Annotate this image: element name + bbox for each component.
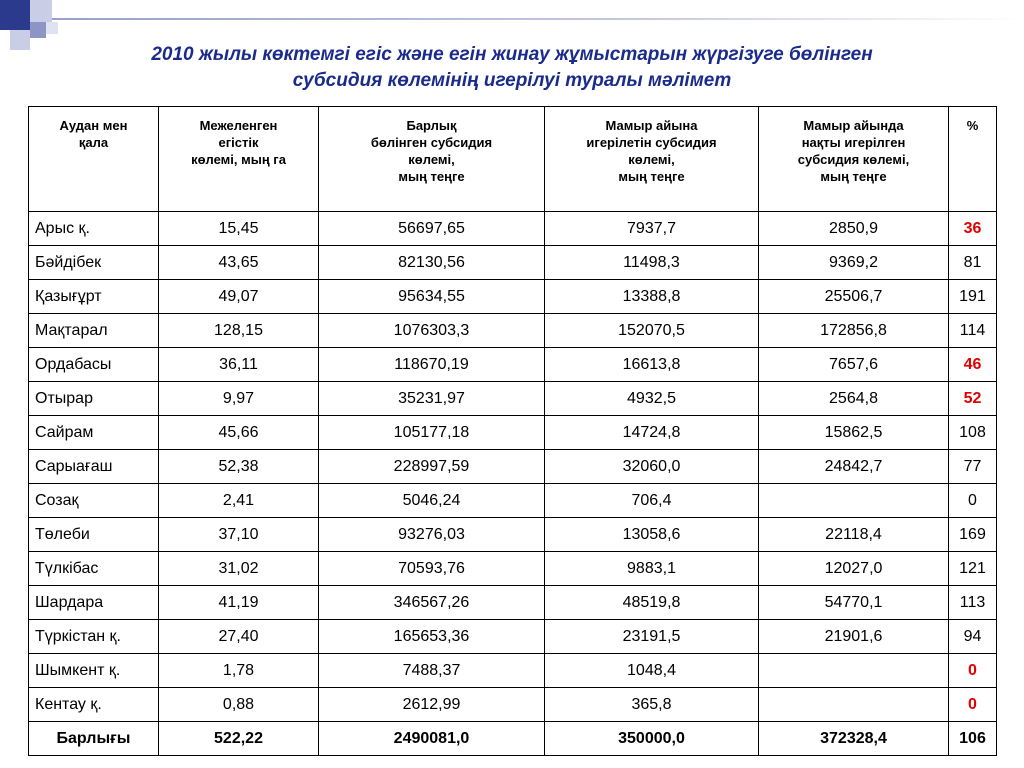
total-subsidy-cell: 2490081,0 — [319, 722, 545, 756]
column-header — [159, 107, 319, 212]
district-name-cell: Бәйдібек — [29, 246, 159, 280]
district-name-cell: Кентау қ. — [29, 688, 159, 722]
actual-subsidy-cell: 54770,1 — [759, 586, 949, 620]
column-header-line: егістік — [218, 135, 259, 150]
column-header-line: нақты игерілген — [801, 135, 906, 150]
district-name-cell: Ордабасы — [29, 348, 159, 382]
column-header-line: Барлық — [406, 118, 457, 133]
table-row — [29, 314, 997, 348]
slide-title-line-1: 2010 жылы көктемгі егіс және егін жинау жұмыстарын жүргізуге бөлінген — [151, 44, 873, 65]
column-header-line: Межеленген — [199, 118, 278, 133]
column-header — [545, 107, 759, 212]
column-header-line: Мамыр айына — [605, 118, 698, 133]
percent-cell: 46 — [949, 348, 997, 382]
column-header-line: % — [966, 118, 979, 133]
area-cell: 9,97 — [159, 382, 319, 416]
table-row — [29, 620, 997, 654]
column-header-line: Аудан мен — [59, 118, 128, 133]
decorative-square-dark — [0, 0, 30, 30]
total-subsidy-cell: 118670,19 — [319, 348, 545, 382]
table-row — [29, 654, 997, 688]
actual-subsidy-cell: 372328,4 — [759, 722, 949, 756]
table-header-row — [29, 107, 997, 212]
table-row — [29, 552, 997, 586]
column-header-line: бөлінген субсидия — [370, 135, 493, 150]
planned-subsidy-cell: 32060,0 — [545, 450, 759, 484]
planned-subsidy-cell: 13058,6 — [545, 518, 759, 552]
total-subsidy-cell: 93276,03 — [319, 518, 545, 552]
table-row — [29, 348, 997, 382]
column-header-line: көлемі, мың га — [191, 152, 286, 167]
actual-subsidy-cell — [759, 688, 949, 722]
percent-cell: 0 — [949, 654, 997, 688]
percent-cell: 114 — [949, 314, 997, 348]
actual-subsidy-cell: 25506,7 — [759, 280, 949, 314]
district-name-cell: Арыс қ. — [29, 212, 159, 246]
percent-cell: 113 — [949, 586, 997, 620]
column-header-line: игерілетін субсидия — [586, 135, 717, 150]
percent-cell: 191 — [949, 280, 997, 314]
actual-subsidy-cell — [759, 654, 949, 688]
total-subsidy-cell: 5046,24 — [319, 484, 545, 518]
actual-subsidy-cell: 9369,2 — [759, 246, 949, 280]
column-header-line: қала — [78, 135, 109, 150]
column-header-line: мың теңге — [618, 169, 685, 184]
actual-subsidy-cell: 21901,6 — [759, 620, 949, 654]
column-header-line: мың теңге — [398, 169, 465, 184]
column-header-line: мың теңге — [820, 169, 887, 184]
district-name-cell: Мақтарал — [29, 314, 159, 348]
percent-cell: 169 — [949, 518, 997, 552]
percent-cell: 106 — [949, 722, 997, 756]
total-subsidy-cell: 1076303,3 — [319, 314, 545, 348]
planned-subsidy-cell: 7937,7 — [545, 212, 759, 246]
total-subsidy-cell: 35231,97 — [319, 382, 545, 416]
planned-subsidy-cell: 350000,0 — [545, 722, 759, 756]
area-cell: 37,10 — [159, 518, 319, 552]
planned-subsidy-cell: 14724,8 — [545, 416, 759, 450]
planned-subsidy-cell: 11498,3 — [545, 246, 759, 280]
district-name-cell: Қазығұрт — [29, 280, 159, 314]
actual-subsidy-cell: 7657,6 — [759, 348, 949, 382]
district-name-cell: Сарыағаш — [29, 450, 159, 484]
percent-cell: 94 — [949, 620, 997, 654]
total-subsidy-cell: 346567,26 — [319, 586, 545, 620]
decorative-square-pale — [46, 22, 58, 34]
area-cell: 52,38 — [159, 450, 319, 484]
area-cell: 36,11 — [159, 348, 319, 382]
total-subsidy-cell: 82130,56 — [319, 246, 545, 280]
district-name-cell: Созақ — [29, 484, 159, 518]
planned-subsidy-cell: 1048,4 — [545, 654, 759, 688]
column-header — [759, 107, 949, 212]
table-row — [29, 586, 997, 620]
district-name-cell: Түлкібас — [29, 552, 159, 586]
decorative-square-medium — [30, 22, 46, 38]
table-body — [29, 212, 997, 756]
total-subsidy-cell: 105177,18 — [319, 416, 545, 450]
actual-subsidy-cell: 22118,4 — [759, 518, 949, 552]
actual-subsidy-cell: 15862,5 — [759, 416, 949, 450]
decorative-square-light — [30, 0, 52, 22]
planned-subsidy-cell: 23191,5 — [545, 620, 759, 654]
subsidy-table — [28, 106, 997, 756]
area-cell: 27,40 — [159, 620, 319, 654]
area-cell: 41,19 — [159, 586, 319, 620]
actual-subsidy-cell: 24842,7 — [759, 450, 949, 484]
table-row — [29, 280, 997, 314]
planned-subsidy-cell: 152070,5 — [545, 314, 759, 348]
actual-subsidy-cell: 2850,9 — [759, 212, 949, 246]
total-subsidy-cell: 165653,36 — [319, 620, 545, 654]
total-subsidy-cell: 95634,55 — [319, 280, 545, 314]
total-subsidy-cell: 70593,76 — [319, 552, 545, 586]
percent-cell: 0 — [949, 688, 997, 722]
total-row — [29, 722, 997, 756]
district-name-cell: Шардара — [29, 586, 159, 620]
district-name-cell: Отырар — [29, 382, 159, 416]
district-name-cell: Сайрам — [29, 416, 159, 450]
area-cell: 522,22 — [159, 722, 319, 756]
column-header-line: субсидия көлемі, — [797, 152, 910, 167]
area-cell: 45,66 — [159, 416, 319, 450]
percent-cell: 52 — [949, 382, 997, 416]
percent-cell: 121 — [949, 552, 997, 586]
planned-subsidy-cell: 365,8 — [545, 688, 759, 722]
column-header — [29, 107, 159, 212]
column-header — [319, 107, 545, 212]
percent-cell: 81 — [949, 246, 997, 280]
table-row — [29, 416, 997, 450]
percent-cell: 36 — [949, 212, 997, 246]
area-cell: 15,45 — [159, 212, 319, 246]
area-cell: 49,07 — [159, 280, 319, 314]
area-cell: 1,78 — [159, 654, 319, 688]
actual-subsidy-cell — [759, 484, 949, 518]
column-header-line: Мамыр айында — [803, 118, 904, 133]
column-header-line: көлемі, — [408, 152, 455, 167]
table-row — [29, 688, 997, 722]
total-subsidy-cell: 56697,65 — [319, 212, 545, 246]
percent-cell: 77 — [949, 450, 997, 484]
district-name-cell: Барлығы — [29, 722, 159, 756]
slide-title — [40, 42, 984, 94]
area-cell: 31,02 — [159, 552, 319, 586]
table-row — [29, 484, 997, 518]
percent-cell: 0 — [949, 484, 997, 518]
decorative-square-light — [10, 30, 30, 50]
district-name-cell: Шымкент қ. — [29, 654, 159, 688]
planned-subsidy-cell: 13388,8 — [545, 280, 759, 314]
total-subsidy-cell: 228997,59 — [319, 450, 545, 484]
table-row — [29, 212, 997, 246]
table-row — [29, 382, 997, 416]
area-cell: 43,65 — [159, 246, 319, 280]
area-cell: 128,15 — [159, 314, 319, 348]
percent-cell: 108 — [949, 416, 997, 450]
column-header — [949, 107, 997, 212]
table-row — [29, 450, 997, 484]
planned-subsidy-cell: 706,4 — [545, 484, 759, 518]
actual-subsidy-cell: 12027,0 — [759, 552, 949, 586]
actual-subsidy-cell: 2564,8 — [759, 382, 949, 416]
table-row — [29, 246, 997, 280]
planned-subsidy-cell: 9883,1 — [545, 552, 759, 586]
district-name-cell: Түркістан қ. — [29, 620, 159, 654]
total-subsidy-cell: 7488,37 — [319, 654, 545, 688]
column-header-line: көлемі, — [628, 152, 675, 167]
total-subsidy-cell: 2612,99 — [319, 688, 545, 722]
area-cell: 2,41 — [159, 484, 319, 518]
table-row — [29, 518, 997, 552]
district-name-cell: Төлеби — [29, 518, 159, 552]
area-cell: 0,88 — [159, 688, 319, 722]
decorative-top-line — [52, 18, 1024, 20]
actual-subsidy-cell: 172856,8 — [759, 314, 949, 348]
planned-subsidy-cell: 4932,5 — [545, 382, 759, 416]
planned-subsidy-cell: 16613,8 — [545, 348, 759, 382]
planned-subsidy-cell: 48519,8 — [545, 586, 759, 620]
slide-title-line-2: субсидия көлемінің игерілуі туралы мәлімет — [292, 70, 732, 91]
